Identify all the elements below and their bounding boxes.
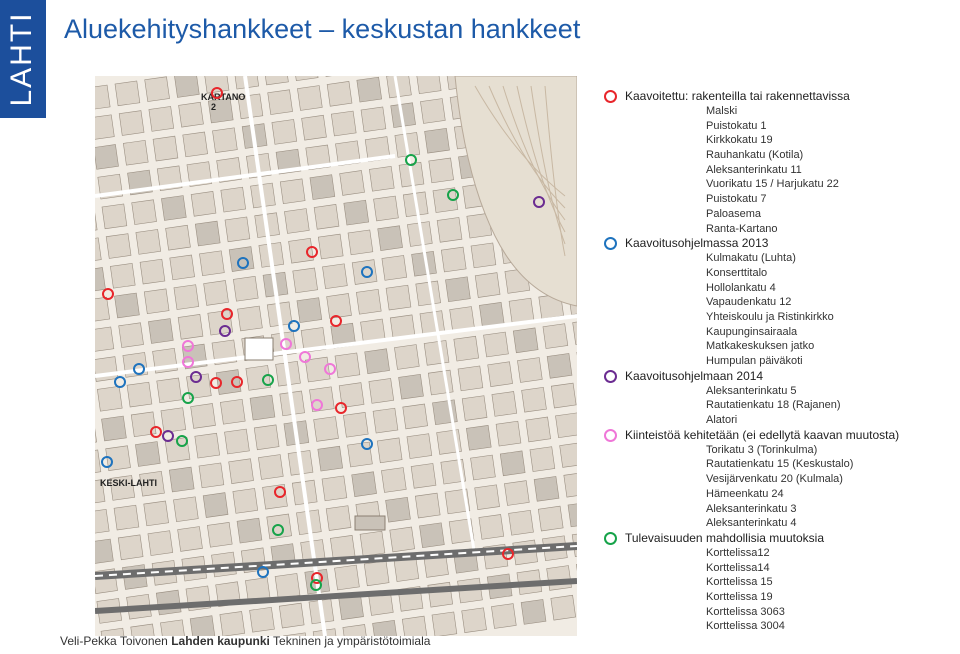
city-block <box>102 204 127 229</box>
city-block <box>390 527 415 552</box>
city-block <box>97 386 122 411</box>
city-block <box>322 476 347 501</box>
building <box>355 516 385 530</box>
map-marker-green[interactable] <box>405 154 417 166</box>
city-block <box>513 328 538 353</box>
city-block <box>547 566 572 591</box>
city-block <box>369 166 394 191</box>
legend-item: Kulmakatu (Luhta) <box>706 252 796 265</box>
city-block <box>136 229 161 254</box>
city-block <box>568 502 577 527</box>
legend-item: Rauhankatu (Kotila) <box>706 149 804 162</box>
city-block <box>348 230 373 255</box>
city-block <box>166 225 191 250</box>
city-block <box>517 358 542 383</box>
city-block <box>425 128 450 153</box>
city-block <box>504 481 529 506</box>
city-block <box>153 136 178 161</box>
legend-item: Hämeenkatu 24 <box>706 487 784 500</box>
map-marker-pink[interactable] <box>182 340 194 352</box>
city-block <box>238 306 263 331</box>
city-block <box>407 434 432 459</box>
city-block <box>432 612 457 636</box>
city-block <box>280 179 305 204</box>
map-marker-green[interactable] <box>176 435 188 447</box>
city-block <box>264 76 289 85</box>
city-block <box>161 408 186 433</box>
city-block <box>462 396 487 421</box>
city-block <box>183 132 208 157</box>
legend-item: Aleksanterinkatu 5 <box>706 384 797 397</box>
legend-category-label: Kiinteistöä kehitetään (ei edellytä kaavan muutosta) <box>625 427 900 442</box>
city-block <box>547 353 572 378</box>
map-marker-blue[interactable] <box>361 266 373 278</box>
city-block <box>429 158 454 183</box>
city-block <box>293 76 318 81</box>
city-block <box>174 76 199 97</box>
city-block <box>115 81 140 106</box>
city-block <box>411 463 436 488</box>
city-block <box>297 86 322 111</box>
city-block <box>144 289 169 314</box>
city-block <box>250 607 275 632</box>
map-marker-green[interactable] <box>310 579 322 591</box>
city-block <box>132 200 157 225</box>
city-block <box>148 319 173 344</box>
city-map[interactable] <box>95 76 577 636</box>
city-block <box>293 268 318 293</box>
city-block <box>534 476 559 501</box>
city-block <box>560 443 577 468</box>
legend-category <box>603 236 953 251</box>
city-block <box>491 604 516 629</box>
city-block <box>95 297 110 322</box>
city-block <box>220 611 245 636</box>
city-block <box>428 370 453 395</box>
city-block <box>318 234 343 259</box>
city-block <box>386 497 411 522</box>
city-block <box>382 255 407 280</box>
legend-item: Korttelissa12 <box>706 546 770 559</box>
city-block <box>178 527 203 552</box>
city-block <box>310 175 335 200</box>
legend-item: Puistokatu 1 <box>706 119 767 132</box>
city-block <box>156 590 181 615</box>
map-label-kartano-number: 2 <box>211 102 217 112</box>
map-marker-green[interactable] <box>262 374 274 386</box>
city-block <box>275 573 300 598</box>
city-block <box>225 217 250 242</box>
city-block <box>195 221 220 246</box>
city-block <box>543 324 568 349</box>
footer-name: Veli-Pekka Toivonen <box>60 634 168 648</box>
city-block <box>509 510 534 535</box>
city-block <box>145 77 170 102</box>
legend-category <box>603 369 953 384</box>
city-block <box>394 345 419 370</box>
city-block <box>95 115 114 140</box>
map-marker-green[interactable] <box>272 524 284 536</box>
legend-category-label: Kaavoitettu: rakenteilla tai rakennettavissa <box>625 89 850 103</box>
city-block <box>191 404 216 429</box>
legend-item: Paloasema <box>706 207 762 220</box>
city-block <box>191 191 216 216</box>
city-block <box>381 468 406 493</box>
city-block <box>225 429 250 454</box>
city-block <box>233 276 258 301</box>
city-block <box>115 293 140 318</box>
map-marker-pink[interactable] <box>311 399 323 411</box>
city-block <box>149 106 174 131</box>
city-block <box>361 107 386 132</box>
legend-item: Puistokatu 7 <box>706 193 767 206</box>
legend-item: Alatori <box>706 414 738 427</box>
city-block <box>95 450 101 475</box>
city-block <box>199 463 224 488</box>
city-block <box>237 518 262 543</box>
map-marker-purple[interactable] <box>533 196 545 208</box>
legend-category-label: Kaavoitusohjelmassa 2013 <box>625 236 769 251</box>
footer-dept: Tekninen ja ympäristötoimiala <box>273 634 431 648</box>
city-block <box>437 217 462 242</box>
city-block <box>335 353 360 378</box>
lahti-logo[interactable] <box>0 0 46 118</box>
city-block <box>106 234 131 259</box>
page-title: Aluekehityshankkeet – keskustan hankkeet <box>64 14 581 44</box>
city-block <box>220 399 245 424</box>
city-block <box>521 599 546 624</box>
city-block <box>365 349 390 374</box>
city-block <box>178 314 203 339</box>
city-block <box>551 595 576 620</box>
city-block <box>95 539 113 564</box>
city-block <box>335 565 360 590</box>
city-block <box>373 408 398 433</box>
city-block <box>399 374 424 399</box>
city-block <box>284 209 309 234</box>
map-marker-blue[interactable] <box>133 363 145 375</box>
legend-item: Korttelissa 3004 <box>706 620 785 633</box>
lahti-logo-mark <box>0 0 46 118</box>
city-block <box>340 171 365 196</box>
legend-item: Korttelissa 19 <box>706 590 773 603</box>
building <box>245 338 273 360</box>
city-block <box>323 76 348 77</box>
city-block <box>203 493 228 518</box>
city-block <box>221 187 246 212</box>
city-block <box>148 531 173 556</box>
city-block <box>488 362 513 387</box>
map-marker-red[interactable] <box>306 246 318 258</box>
city-block <box>479 302 504 327</box>
city-block <box>415 493 440 518</box>
map-marker-blue[interactable] <box>101 456 113 468</box>
city-block <box>378 226 403 251</box>
city-block <box>441 247 466 272</box>
city-block <box>95 238 101 263</box>
legend-item: Vuorikatu 15 / Harjukatu 22 <box>706 178 839 191</box>
legend-item: Konserttitalo <box>706 266 768 279</box>
city-block <box>344 200 369 225</box>
legend-item: Rautatienkatu 18 (Rajanen) <box>706 399 841 412</box>
city-block <box>500 451 525 476</box>
legend-circle-icon <box>604 237 617 250</box>
footer <box>60 634 430 648</box>
map-marker-green[interactable] <box>447 189 459 201</box>
legend-item: Ranta-Kartano <box>706 222 778 235</box>
city-block <box>157 378 182 403</box>
city-block <box>416 281 441 306</box>
map-marker-blue[interactable] <box>237 257 249 269</box>
city-block <box>573 320 577 345</box>
city-block <box>555 413 577 438</box>
city-block <box>386 285 411 310</box>
city-block <box>95 208 97 233</box>
map-label-keski-lahti: KESKI-LAHTI <box>100 478 157 488</box>
city-block <box>327 294 352 319</box>
city-block <box>135 442 160 467</box>
city-block <box>199 251 224 276</box>
legend-item: Kaupunginsairaala <box>706 325 798 338</box>
legend-category <box>603 531 953 546</box>
city-block <box>258 455 283 480</box>
map-marker-purple[interactable] <box>219 325 231 337</box>
city-block <box>462 608 487 633</box>
legend-item: Malski <box>706 105 738 117</box>
map-marker-pink[interactable] <box>299 351 311 363</box>
legend-item: Aleksanterinkatu 11 <box>706 163 802 176</box>
city-block <box>233 488 258 513</box>
legend-item: Korttelissa 15 <box>706 576 773 589</box>
city-block <box>360 531 385 556</box>
city-block <box>424 340 449 365</box>
city-block <box>297 298 322 323</box>
city-block <box>119 323 144 348</box>
map-marker-red[interactable] <box>211 87 223 99</box>
city-block <box>190 616 215 636</box>
legend-item: Rautatienkatu 15 (Keskustalo) <box>706 458 854 471</box>
map-marker-red[interactable] <box>150 426 162 438</box>
legend-item: Yhteiskoulu ja Ristinkirkko <box>706 310 834 323</box>
city-block <box>95 509 109 534</box>
city-block <box>114 505 139 530</box>
city-block <box>475 485 500 510</box>
city-block <box>369 378 394 403</box>
city-block <box>419 523 444 548</box>
map-marker-pink[interactable] <box>324 363 336 375</box>
city-block <box>322 264 347 289</box>
legend-item: Matkakeskuksen jatko <box>706 340 815 353</box>
legend-circle-icon <box>604 532 617 545</box>
city-block <box>170 255 195 280</box>
city-block <box>144 501 169 526</box>
city-block <box>250 395 275 420</box>
city-block <box>279 603 304 628</box>
city-block <box>551 383 576 408</box>
city-block <box>212 128 237 153</box>
map-marker-blue[interactable] <box>288 320 300 332</box>
city-block <box>110 263 135 288</box>
city-block <box>207 522 232 547</box>
map-marker-green[interactable] <box>182 392 194 404</box>
city-block <box>471 455 496 480</box>
city-block <box>458 366 483 391</box>
city-block <box>564 472 577 497</box>
city-block <box>268 90 293 115</box>
city-block <box>95 420 97 445</box>
legend-item: Korttelissa 3063 <box>706 605 785 618</box>
city-block <box>509 298 534 323</box>
legend-item: Vapaudenkatu 12 <box>706 296 792 309</box>
city-block <box>161 196 186 221</box>
city-block <box>302 115 327 140</box>
city-block <box>173 497 198 522</box>
map-label-kartano: KARTANO <box>201 92 246 102</box>
city-block <box>95 145 118 170</box>
legend-circle-icon <box>604 429 617 442</box>
map-marker-blue[interactable] <box>257 566 269 578</box>
city-block <box>314 204 339 229</box>
map-marker-pink[interactable] <box>280 338 292 350</box>
city-block <box>254 425 279 450</box>
map-marker-red[interactable] <box>231 376 243 388</box>
city-block <box>492 391 517 416</box>
legend-item: Vesijärvenkatu 20 (Kulmala) <box>706 473 843 486</box>
city-block <box>343 412 368 437</box>
city-block <box>331 111 356 136</box>
city-block <box>95 327 114 352</box>
city-block <box>229 459 254 484</box>
city-block <box>471 243 496 268</box>
city-block <box>496 421 521 446</box>
legend-item: Humpulan päiväkoti <box>706 355 803 367</box>
city-block <box>314 417 339 442</box>
city-block <box>522 387 547 412</box>
city-block <box>123 140 148 165</box>
city-block <box>364 561 389 586</box>
city-block <box>352 472 377 497</box>
legend-circle-icon <box>604 370 617 383</box>
map-marker-red[interactable] <box>210 377 222 389</box>
city-block <box>272 119 297 144</box>
city-block <box>479 514 504 539</box>
city-block <box>140 259 165 284</box>
city-block <box>526 417 551 442</box>
city-block <box>538 506 563 531</box>
city-block <box>466 425 491 450</box>
city-block <box>374 196 399 221</box>
map-legend <box>603 89 953 634</box>
map-marker-purple[interactable] <box>162 430 174 442</box>
city-block <box>327 81 352 106</box>
map-marker-blue[interactable] <box>114 376 126 388</box>
city-block <box>95 85 110 110</box>
legend-item: Kirkkokatu 19 <box>706 134 773 147</box>
city-block <box>403 404 428 429</box>
city-block <box>118 535 143 560</box>
city-block <box>102 416 127 441</box>
city-block <box>377 438 402 463</box>
legend-category <box>603 428 953 443</box>
city-block <box>318 446 343 471</box>
city-block <box>326 506 351 531</box>
city-block <box>169 467 194 492</box>
legend-category-label: Tulevaisuuden mahdollisia muutoksia <box>625 530 824 545</box>
footer-org: Lahden kaupunki <box>171 634 270 648</box>
city-block <box>356 289 381 314</box>
city-block <box>174 285 199 310</box>
city-block <box>484 332 509 357</box>
map-marker-purple[interactable] <box>190 371 202 383</box>
legend-item: Torikatu 3 (Torinkulma) <box>706 443 818 456</box>
legend-item: Hollolankatu 4 <box>706 281 776 294</box>
city-block <box>119 111 144 136</box>
legend-category <box>603 89 953 104</box>
city-block <box>127 382 152 407</box>
map-marker-red[interactable] <box>502 548 514 560</box>
legend-item: Korttelissa14 <box>706 561 770 574</box>
map-marker-red[interactable] <box>330 315 342 327</box>
map-marker-red[interactable] <box>221 308 233 320</box>
logo-text: LAHTI <box>4 11 38 107</box>
map-marker-red[interactable] <box>274 486 286 498</box>
legend-category-label: Kaavoitusohjelmaan 2014 <box>625 368 764 383</box>
city-block <box>357 77 382 102</box>
city-block <box>204 281 229 306</box>
city-block <box>454 336 479 361</box>
legend-item: Aleksanterinkatu 3 <box>706 502 797 515</box>
city-block <box>445 277 470 302</box>
map-marker-pink[interactable] <box>182 356 194 368</box>
map-marker-blue[interactable] <box>361 438 373 450</box>
city-block <box>420 99 445 124</box>
legend-circle-icon <box>604 90 617 103</box>
city-block <box>416 76 441 94</box>
city-block <box>530 447 555 472</box>
map-marker-red[interactable] <box>335 402 347 414</box>
city-block <box>475 273 500 298</box>
city-block <box>179 102 204 127</box>
legend-item: Aleksanterinkatu 4 <box>706 517 797 530</box>
map-marker-red[interactable] <box>102 288 114 300</box>
city-block <box>195 433 220 458</box>
